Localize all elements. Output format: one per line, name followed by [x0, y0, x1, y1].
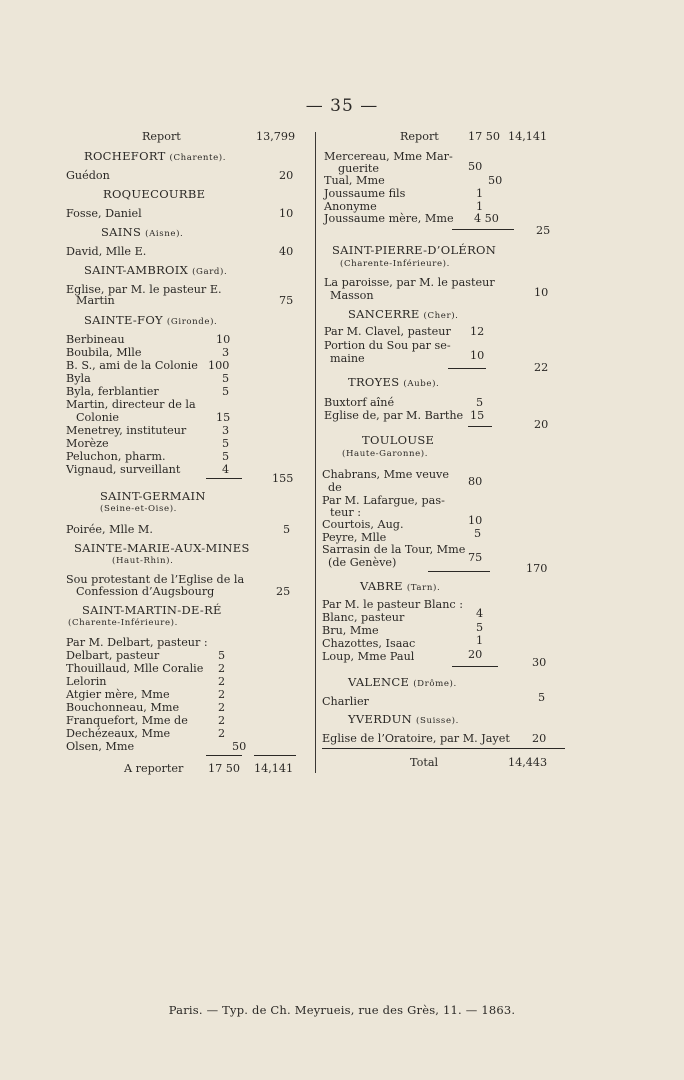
entry-amount: 5 — [283, 523, 291, 536]
entry-name: Mercereau, Mme Mar- — [324, 150, 453, 163]
entry-name: B. S., ami de la Colonie — [66, 359, 198, 372]
entry-name: Eglise, par M. le pasteur E. — [66, 283, 222, 296]
subtotal-amount: 155 — [272, 472, 294, 485]
entry-amount: 2 — [218, 675, 226, 688]
entry-name: Franquefort, Mme de — [66, 714, 188, 727]
entry-name: Eglise de, par M. Barthe — [324, 409, 464, 422]
entry-amount: 2 — [218, 688, 226, 701]
entry-amount: 3 — [222, 346, 230, 359]
entry-name: Byla, ferblantier — [66, 385, 159, 398]
region: (Gard). — [192, 267, 228, 277]
subtotal-amount: 170 — [526, 562, 548, 575]
total-value: 14,443 — [508, 756, 548, 769]
place-name: TOULOUSE — [362, 433, 435, 447]
subtotal-rule — [452, 229, 514, 230]
entry-amount: 75 — [279, 294, 294, 307]
entry-amount: 15 — [470, 409, 485, 422]
entry-name: La paroisse, par M. le pasteur — [324, 276, 495, 289]
carry-forward-sub: 17 50 — [208, 762, 241, 775]
entry-amount: 5 — [538, 691, 546, 704]
entry-name: Chabrans, Mme veuve — [322, 468, 450, 481]
subtotal-rule — [206, 478, 242, 479]
entry-name: Sarrasin de la Tour, Mme — [322, 543, 466, 556]
entry-name: Tual, Mme — [324, 174, 385, 187]
entry-name-cont: Masson — [330, 289, 374, 302]
entry-amount: 20 — [468, 648, 483, 661]
entry-amount: 5 — [476, 396, 484, 409]
entry-amount: 20 — [279, 169, 294, 182]
entry-amount: 10 — [534, 286, 549, 299]
region: (Charente). — [169, 153, 227, 163]
region: (Charente-Inférieure). — [340, 259, 450, 269]
subtotal-rule — [428, 571, 490, 572]
place-name: SAINS — [101, 225, 142, 239]
place-name: ROCHEFORT — [84, 149, 166, 163]
entry-name-cont: Martin — [76, 294, 115, 307]
entry-amount: 50 — [232, 740, 247, 753]
entry-name: Byla — [66, 372, 91, 385]
region: (Seine-et-Oise). — [100, 504, 178, 514]
place-name: TROYES — [348, 375, 400, 389]
region: (Suisse). — [416, 716, 459, 726]
entry-amount: 50 — [468, 160, 483, 173]
report-total: 13,799 — [256, 130, 296, 143]
entry-amount: 12 — [470, 325, 485, 338]
entry-amount: 20 — [532, 732, 547, 745]
total-rule — [322, 748, 565, 749]
subtotal-rule — [448, 368, 486, 369]
region: (Drôme). — [413, 679, 457, 689]
entry-amount: 3 — [222, 424, 230, 437]
entry-name: Morèze — [66, 437, 109, 450]
entry-name: Par M. Delbart, pasteur : — [66, 636, 208, 649]
entry-name: Sou protestant de l’Eglise de la — [66, 573, 245, 586]
entry-name: Vignaud, surveillant — [66, 463, 181, 476]
entry-name: Charlier — [322, 695, 369, 708]
entry-amount: 5 — [474, 527, 482, 540]
place-name: SAINTE-MARIE-AUX-MINES — [74, 541, 250, 555]
carry-forward-label: A reporter — [124, 762, 184, 775]
entry-name: Peluchon, pharm. — [66, 450, 166, 463]
entry-name: Menetrey, instituteur — [66, 424, 187, 437]
subtotal-amount: 20 — [534, 418, 549, 431]
subtotal-amount: 30 — [532, 656, 547, 669]
place-name: VALENCE — [348, 675, 410, 689]
entry-amount: 5 — [222, 385, 230, 398]
entry-name: Joussaume fils — [324, 187, 406, 200]
report-total: 14,141 — [508, 130, 548, 143]
subtotal-rule — [206, 755, 242, 756]
place-name: SAINT-PIERRE-D’OLÉRON — [332, 243, 497, 257]
entry-name: Joussaume mère, Mme — [324, 212, 454, 225]
entry-amount: 1 — [476, 634, 484, 647]
entry-name: Peyre, Mlle — [322, 531, 387, 544]
subtotal-rule — [254, 755, 296, 756]
place-name: SAINT-GERMAIN — [100, 489, 206, 503]
entry-name: Poirée, Mlle M. — [66, 523, 153, 536]
entry-name-cont: teur : — [330, 506, 361, 519]
entry-amount: 10 — [279, 207, 294, 220]
place-name: SAINTE-FOY — [84, 313, 163, 327]
subtotal-rule — [468, 426, 492, 427]
entry-name: Par M. Clavel, pasteur — [324, 325, 451, 338]
place-name: SANCERRE — [348, 307, 420, 321]
region: (Haute-Garonne). — [342, 449, 429, 459]
entry-name: Par M. Lafargue, pas- — [322, 494, 445, 507]
entry-name: Atgier mère, Mme — [66, 688, 170, 701]
entry-name: Portion du Sou par se- — [324, 339, 451, 352]
report-label: Report — [142, 130, 181, 143]
entry-amount: 5 — [218, 649, 226, 662]
entry-amount: 50 — [488, 174, 503, 187]
entry-amount: 75 — [468, 551, 483, 564]
entry-amount: 100 — [208, 359, 230, 372]
printer-imprint: Paris. — Typ. de Ch. Meyrueis, rue des Grès, 11. — 1863. — [168, 1003, 516, 1017]
entry-name-cont: maine — [330, 352, 365, 365]
entry-amount: 4 50 — [474, 212, 499, 225]
entry-name: David, Mlle E. — [66, 245, 147, 258]
region: (Haut-Rhin). — [112, 556, 174, 566]
region: (Cher). — [423, 311, 459, 321]
report-sub: 17 50 — [468, 130, 501, 143]
place-name: YVERDUN — [348, 712, 413, 726]
entry-amount: 80 — [468, 475, 483, 488]
entry-name-cont: (de Genève) — [328, 556, 397, 569]
entry-name: Courtois, Aug. — [322, 518, 404, 531]
report-label: Report — [400, 130, 439, 143]
entry-amount: 10 — [468, 514, 483, 527]
region: (Aube). — [403, 379, 440, 389]
entry-amount: 5 — [222, 450, 230, 463]
entry-amount: 1 — [476, 200, 484, 213]
entry-name: Lelorin — [66, 675, 107, 688]
subtotal-amount: 22 — [534, 361, 549, 374]
entry-name: Martin, directeur de la — [66, 398, 196, 411]
region: (Gironde). — [166, 317, 218, 327]
entry-amount: 4 — [476, 607, 484, 620]
entry-amount: 25 — [276, 585, 291, 598]
entry-name: Olsen, Mme — [66, 740, 135, 753]
entry-amount: 5 — [222, 437, 230, 450]
subtotal-amount: 25 — [536, 224, 551, 237]
total-label: Total — [410, 756, 439, 769]
entry-amount: 1 — [476, 187, 484, 200]
entry-amount: 2 — [218, 727, 226, 740]
entry-amount: 40 — [279, 245, 294, 258]
entry-name-cont: de — [328, 481, 342, 494]
entry-amount: 2 — [218, 662, 226, 675]
entry-name-cont: guerite — [338, 162, 380, 175]
entry-amount: 5 — [476, 621, 484, 634]
entry-amount: 2 — [218, 701, 226, 714]
entry-name: Bru, Mme — [322, 624, 379, 637]
subtotal-rule — [452, 666, 498, 667]
entry-name: Eglise de l’Oratoire, par M. Jayet — [322, 732, 510, 745]
column-divider — [315, 132, 316, 773]
entry-amount: 15 — [216, 411, 231, 424]
entry-name: Loup, Mme Paul — [322, 650, 415, 663]
entry-amount: 10 — [470, 349, 485, 362]
region: (Tarn). — [406, 583, 441, 593]
place-name: SAINT-AMBROIX — [84, 263, 189, 277]
entry-name-cont: Colonie — [76, 411, 120, 424]
region: (Charente-Inférieure). — [68, 618, 178, 628]
entry-name: Chazottes, Isaac — [322, 637, 416, 650]
place-name: ROQUECOURBE — [103, 187, 206, 201]
entry-amount: 2 — [218, 714, 226, 727]
entry-name: Fosse, Daniel — [66, 207, 142, 220]
entry-amount: 5 — [222, 372, 230, 385]
entry-name: Boubila, Mlle — [66, 346, 142, 359]
entry-name: Dechézeaux, Mme — [66, 727, 171, 740]
entry-amount: 4 — [222, 463, 230, 476]
entry-name: Anonyme — [324, 200, 377, 213]
entry-name: Delbart, pasteur — [66, 649, 160, 662]
entry-name: Berbineau — [66, 333, 125, 346]
entry-name: Par M. le pasteur Blanc : — [322, 598, 463, 611]
entry-name: Guédon — [66, 169, 110, 182]
entry-amount: 10 — [216, 333, 231, 346]
carry-forward-total: 14,141 — [254, 762, 294, 775]
entry-name: Bouchonneau, Mme — [66, 701, 180, 714]
place-name: VABRE — [360, 579, 403, 593]
page-number: — 35 — — [305, 96, 379, 116]
entry-name: Thouillaud, Mlle Coralie — [66, 662, 204, 675]
entry-name: Blanc, pasteur — [322, 611, 405, 624]
entry-name-cont: Confession d’Augsbourg — [76, 585, 215, 598]
region: (Aisne). — [145, 229, 184, 239]
entry-name: Buxtorf aîné — [324, 396, 395, 409]
place-name: SAINT-MARTIN-DE-RÉ — [82, 603, 222, 617]
